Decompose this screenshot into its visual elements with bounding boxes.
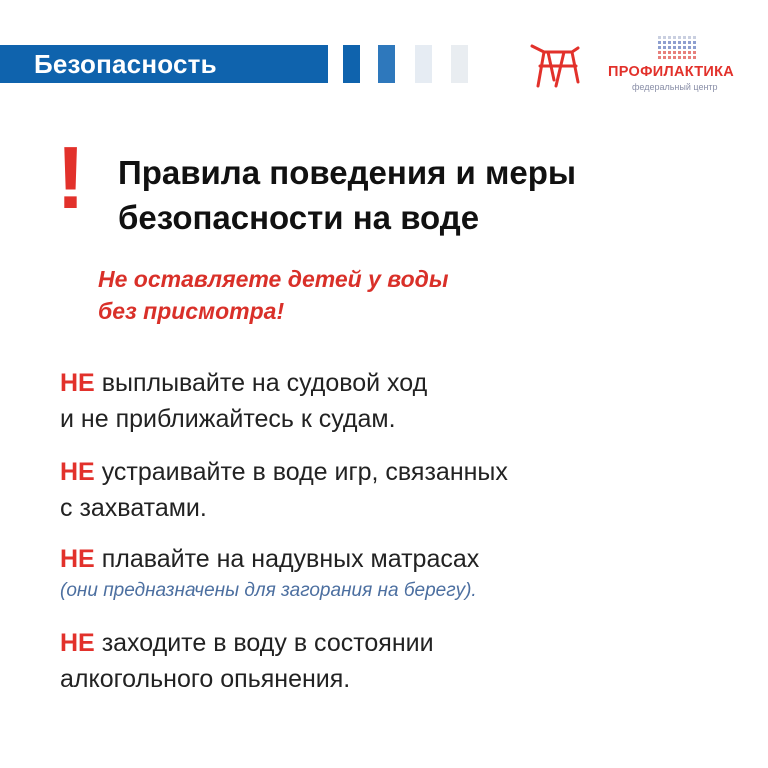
- page-title: [118, 150, 576, 240]
- ne-prefix: НЕ: [60, 369, 95, 397]
- exclamation-icon: !: [56, 128, 86, 227]
- rule-line-1: заходите в воду в состоянии: [101, 629, 434, 657]
- ne-prefix: НЕ: [60, 545, 95, 573]
- stripe-4: [451, 45, 468, 83]
- flag-grid-icon: [658, 36, 698, 62]
- stripe-3: [415, 45, 432, 83]
- rule-line-2: с захватами.: [60, 494, 207, 522]
- warning-line-2: без присмотра!: [98, 298, 285, 324]
- rule-note: (они предназначены для загорания на берегу).: [60, 580, 477, 601]
- rule-item-1: [60, 365, 427, 437]
- profilaktika-logo: [528, 36, 758, 94]
- rule-line-2: алкогольного опьянения.: [60, 665, 351, 693]
- logo-title: ПРОФИЛАКТИКА: [608, 64, 735, 80]
- logo-subtitle: федеральный центр: [632, 82, 718, 92]
- title-line-1: Правила поведения и меры: [118, 154, 577, 191]
- stripe-2: [378, 45, 395, 83]
- stripe-1: [343, 45, 360, 83]
- rule-item-2: [60, 454, 508, 526]
- banner-label: Безопасность: [34, 49, 217, 79]
- ne-prefix: НЕ: [60, 458, 95, 486]
- rule-line-1: устраивайте в воде игр, связанных: [101, 458, 508, 486]
- warning-text: [98, 263, 449, 327]
- rule-line-2: и не приближайтесь к судам.: [60, 405, 396, 433]
- rule-item-4: [60, 625, 434, 697]
- rule-line-1: плавайте на надувных матрасах: [101, 545, 480, 573]
- title-line-2: безопасности на воде: [118, 199, 480, 236]
- warning-line-1: Не оставляете детей у воды: [98, 266, 449, 292]
- rule-line-1: выплывайте на судовой ход: [101, 369, 428, 397]
- ne-prefix: НЕ: [60, 629, 95, 657]
- rule-item-3: [60, 541, 479, 605]
- horse-logo-icon: [528, 36, 584, 92]
